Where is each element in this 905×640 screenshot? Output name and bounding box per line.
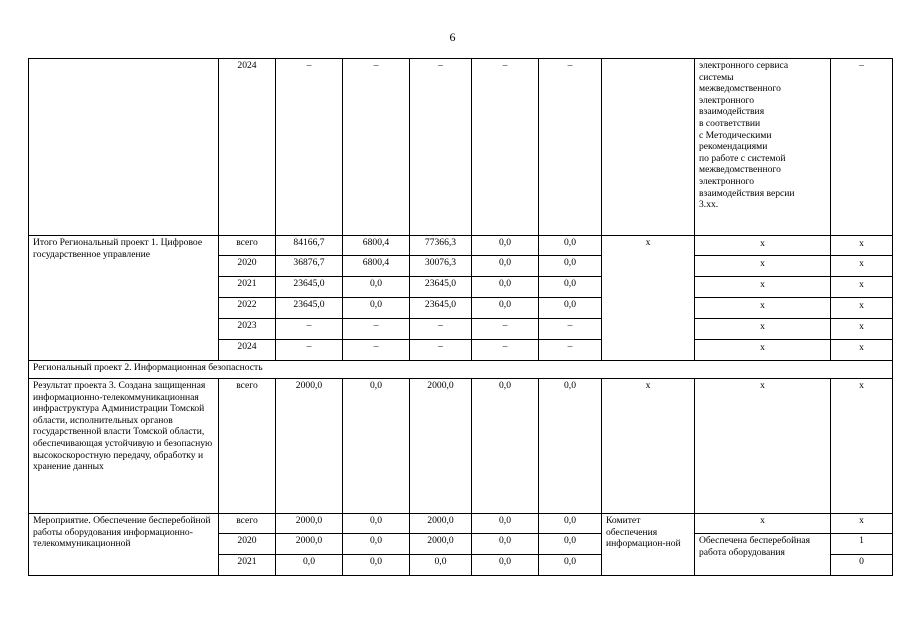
table-row <box>29 514 893 534</box>
year-cell: 2024 <box>219 59 276 236</box>
value-cell: – <box>539 59 602 236</box>
value-cell: 0,0 <box>410 555 472 576</box>
section-title: Региональный проект 2. Информационная безопасность <box>29 361 893 379</box>
value-cell: 0,0 <box>539 534 602 555</box>
indicator-cell: х <box>695 514 831 534</box>
value-cell: 2020 <box>219 534 276 555</box>
value-cell: 2000,0 <box>410 379 472 514</box>
row-label: Итого Региональный проект 1. Цифровое государственное управление <box>29 236 219 361</box>
value-cell: 0,0 <box>343 379 410 514</box>
value-cell: 77366,3 <box>410 236 472 256</box>
value-cell: 0,0 <box>472 555 539 576</box>
value-cell: 0,0 <box>539 379 602 514</box>
value-cell: 2000,0 <box>276 514 343 534</box>
value-cell: – <box>410 319 472 340</box>
table-row <box>29 236 893 256</box>
value-cell: – <box>276 59 343 236</box>
value-cell: – <box>472 59 539 236</box>
value-cell: – <box>472 340 539 361</box>
value-cell: – <box>343 319 410 340</box>
indicator-cell: х <box>695 298 831 319</box>
indicator-cell: х <box>695 256 831 277</box>
value-cell: х <box>831 298 893 319</box>
value-cell: 0,0 <box>472 277 539 298</box>
value-cell: 0,0 <box>539 555 602 576</box>
value-cell: – <box>343 59 410 236</box>
value-cell: – <box>539 319 602 340</box>
table-row <box>29 59 893 236</box>
value-cell: 2000,0 <box>276 379 343 514</box>
executor-cell: х <box>602 236 695 361</box>
page-number: 6 <box>449 30 456 44</box>
value-cell: 0,0 <box>472 256 539 277</box>
indicator-cell: х <box>695 319 831 340</box>
value-cell: 0,0 <box>539 236 602 256</box>
value-cell: х <box>602 379 695 514</box>
value-cell: – <box>539 340 602 361</box>
indicator-cell: х <box>695 277 831 298</box>
section-row <box>29 361 893 379</box>
value-cell: 0,0 <box>276 555 343 576</box>
value-cell: х <box>831 256 893 277</box>
indicator-cell: электронного сервиса системы межведомственного электронного взаимодействия в соответствии с Методическими рекомендациями по работе с системой межведомственного электронного взаимодействия версии 3.хх. <box>695 59 831 236</box>
value-cell: 1 <box>831 534 893 555</box>
value-cell: х <box>831 379 893 514</box>
executor-cell: Комитет обеспечения информацион-ной <box>602 514 695 576</box>
year-cell: 2022 <box>219 298 276 319</box>
value-cell: 0,0 <box>472 236 539 256</box>
value-cell: 30076,3 <box>410 256 472 277</box>
value-cell: 0,0 <box>472 514 539 534</box>
value-cell: – <box>343 340 410 361</box>
value-cell: 0,0 <box>472 379 539 514</box>
value-cell: 0,0 <box>472 298 539 319</box>
value-cell: – <box>276 340 343 361</box>
value-cell: 2000,0 <box>276 534 343 555</box>
value-cell: – <box>472 319 539 340</box>
value-cell: 6800,4 <box>343 236 410 256</box>
indicator-cell: х <box>695 340 831 361</box>
value-cell: 23645,0 <box>410 298 472 319</box>
program-table <box>28 58 893 576</box>
value-cell: 0,0 <box>539 298 602 319</box>
value-cell: 0,0 <box>343 277 410 298</box>
label-cell <box>29 59 219 236</box>
value-cell: – <box>410 59 472 236</box>
value-cell: – <box>410 340 472 361</box>
year-cell: 2021 <box>219 277 276 298</box>
row-label: Мероприятие. Обеспечение бесперебойной работы оборудования информационно-телекоммуникационной <box>29 514 219 576</box>
value-cell: х <box>695 379 831 514</box>
value-cell: 0,0 <box>343 298 410 319</box>
value-cell: 6800,4 <box>343 256 410 277</box>
value-cell: 23645,0 <box>276 277 343 298</box>
year-cell: 2020 <box>219 256 276 277</box>
value-cell: – <box>276 319 343 340</box>
indicator-cell: Обеспечена бесперебойная работа оборудования <box>695 534 831 576</box>
value-cell: 2000,0 <box>410 534 472 555</box>
value-cell: х <box>831 514 893 534</box>
value-cell: х <box>831 340 893 361</box>
value-cell: 23645,0 <box>276 298 343 319</box>
indicator-cell: х <box>695 236 831 256</box>
value-cell: – <box>831 59 893 236</box>
value-cell: 0,0 <box>472 534 539 555</box>
value-cell: 2021 <box>219 555 276 576</box>
table-row <box>29 379 893 514</box>
value-cell: 36876,7 <box>276 256 343 277</box>
value-cell: х <box>831 277 893 298</box>
value-cell: 0,0 <box>343 534 410 555</box>
value-cell: 84166,7 <box>276 236 343 256</box>
year-cell: 2023 <box>219 319 276 340</box>
value-cell: 0,0 <box>539 256 602 277</box>
year-cell: 2024 <box>219 340 276 361</box>
table-body <box>29 59 893 576</box>
year-cell: всего <box>219 379 276 514</box>
row-label: Результат проекта 3. Создана защищенная информационно-телекоммуникационная инфраструктура Администрации Томской области, исполнительных органов государственной власти Томской области, обеспечивающая устойчивую и безопасную высокоскоростную передачу, обработку и хранение данных <box>29 379 219 514</box>
value-cell: 0,0 <box>343 555 410 576</box>
value-cell: 0,0 <box>539 277 602 298</box>
value-cell: х <box>831 319 893 340</box>
year-cell: всего <box>219 236 276 256</box>
value-cell: 0 <box>831 555 893 576</box>
value-cell: 23645,0 <box>410 277 472 298</box>
value-cell: х <box>831 236 893 256</box>
value-cell: всего <box>219 514 276 534</box>
value-cell: 0,0 <box>539 514 602 534</box>
executor-cell <box>602 59 695 236</box>
value-cell: 0,0 <box>343 514 410 534</box>
value-cell: 2000,0 <box>410 514 472 534</box>
